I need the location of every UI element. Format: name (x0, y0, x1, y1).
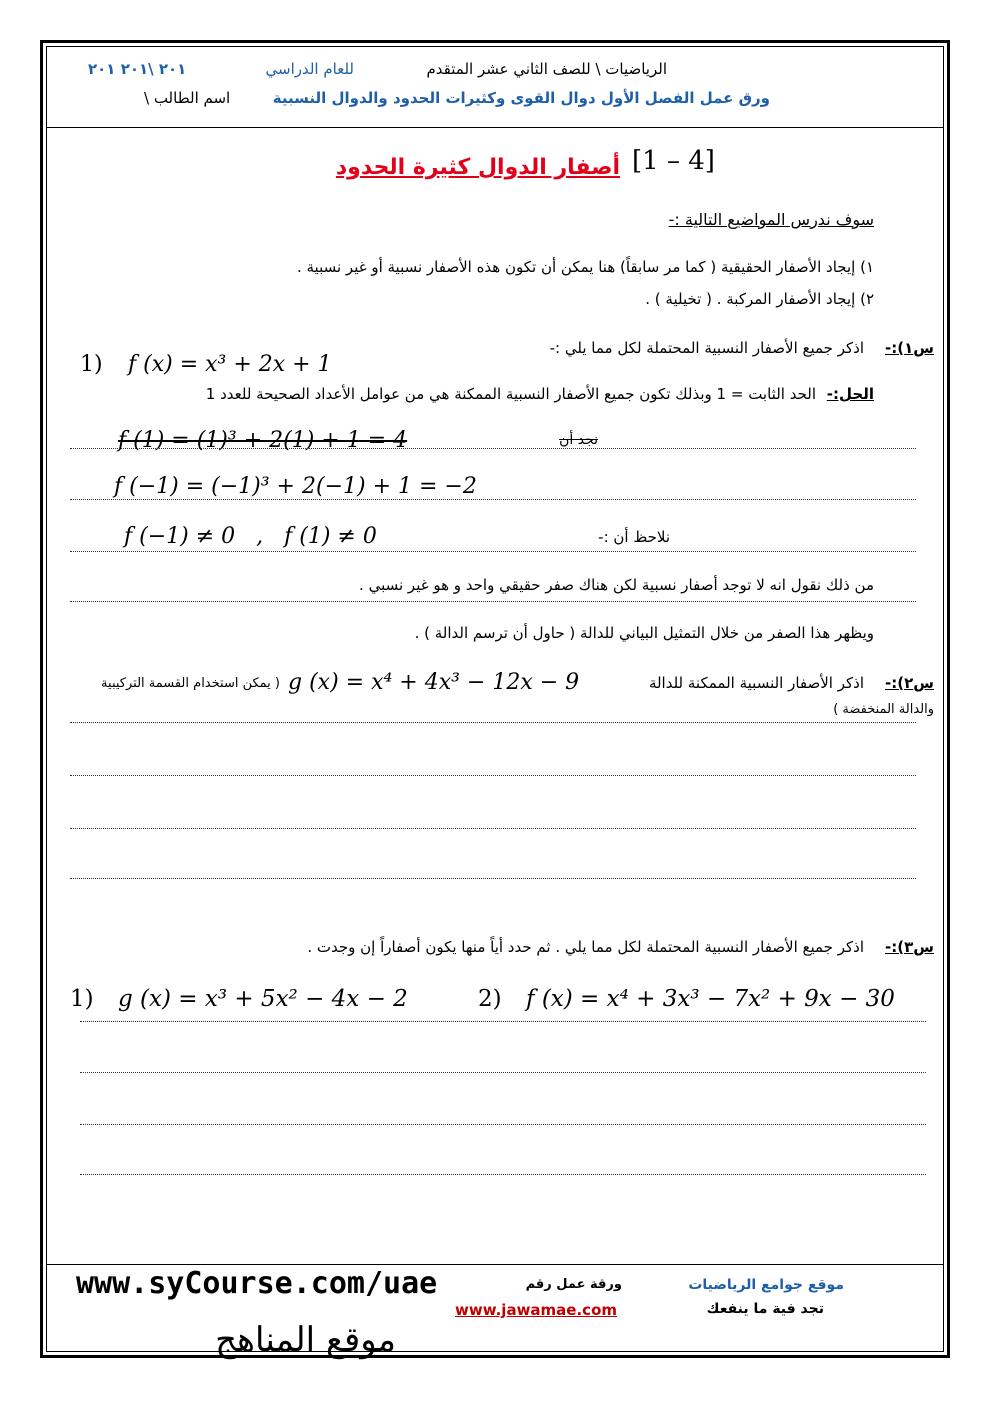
answer-line (80, 1021, 926, 1022)
lesson-number: [1 – 4] (632, 146, 715, 176)
header-year-label: للعام الدراسي (265, 60, 354, 78)
answer-line (70, 601, 916, 602)
footer-divider (46, 1264, 944, 1265)
q1-label: س١):- (885, 339, 934, 357)
intro-item-1: ١) إيجاد الأصفار الحقيقية ( كما مر سابقاً) هنا يمكن أن تكون هذه الأصفار نسبية أو غير نسبية . (296, 258, 874, 276)
header-year-value: ٢٠١ \٢٠١ ٢٠١ (88, 60, 187, 78)
student-name-label: اسم الطالب \ (144, 89, 231, 107)
answer-line (80, 1174, 926, 1175)
lesson-title: أصفار الدوال كثيرة الحدود (335, 155, 620, 180)
q1-note-label: نلاحظ أن :- (598, 528, 670, 546)
q3-item-1-number: 1) (70, 986, 94, 1012)
q2-hint-1: ( يمكن استخدام القسمة التركيبية (101, 676, 280, 691)
header-divider (46, 127, 944, 128)
watermark-arabic: موقع المناهج (215, 1320, 396, 1360)
header-subject: الرياضيات \ للصف الثاني عشر المتقدم (426, 60, 667, 78)
q1-eval-2: f (−1) = (−1)³ + 2(−1) + 1 = −2 (114, 474, 477, 499)
q3-label: س٣):- (885, 938, 934, 956)
footer-slogan: تجد فية ما ينفعك (706, 1301, 824, 1317)
watermark-url[interactable]: www.syCourse.com/uae (76, 1266, 438, 1301)
answer-line (80, 1072, 926, 1073)
intro-item-2: ٢) إيجاد الأصفار المركبة . ( تخيلية ) . (645, 290, 874, 308)
q1-find-label: نجد أن (559, 432, 598, 448)
q1-number: 1) (80, 352, 103, 377)
q1-note-math: f (−1) ≠ 0 , f (1) ≠ 0 (124, 524, 377, 549)
q2-text: اذكر الأصفار النسبية الممكنة للدالة (648, 674, 864, 692)
q1-graph-note: ويظهر هذا الصفر من خلال التمثيل البياني للدالة ( حاول أن ترسم الدالة ) . (414, 624, 874, 642)
answer-line (70, 499, 916, 500)
q1-conclusion: من ذلك نقول انه لا توجد أصفار نسبية لكن هناك صفر حقيقي واحد و هو غير نسبي . (359, 576, 874, 594)
answer-line (70, 448, 916, 449)
q2-hint-2: والدالة المنخفضة ) (833, 702, 934, 717)
q1-text: اذكر جميع الأصفار النسبية المحتملة لكل مما يلي :- (549, 339, 864, 357)
q1-solution-label: الحل:- (826, 385, 874, 403)
q3-item-2: f (x) = x⁴ + 3x³ − 7x² + 9x − 30 (526, 986, 895, 1012)
answer-line (70, 722, 916, 723)
q3-item-1: g (x) = x³ + 5x² − 4x − 2 (118, 986, 408, 1012)
answer-line (70, 828, 916, 829)
answer-line (80, 1124, 926, 1125)
q3-item-2-number: 2) (478, 986, 502, 1012)
answer-line (70, 878, 916, 879)
footer-sheet-label: ورقة عمل رقم (525, 1277, 622, 1292)
footer-url[interactable]: www.jawamae.com (455, 1301, 618, 1319)
page-inner-border (46, 46, 944, 1352)
intro-heading: سوف ندرس المواضيع التالية :- (668, 210, 874, 229)
footer-site-name: موقع جوامع الرياضيات (688, 1277, 844, 1293)
worksheet-title: ورق عمل الفصل الأول دوال القوى وكثيرات الحدود والدوال النسبية (272, 89, 770, 107)
q3-text: اذكر جميع الأصفار النسبية المحتملة لكل مما يلي . ثم حدد أياً منها يكون أصفاراً إن وجدت . (307, 938, 864, 956)
q2-function: g (x) = x⁴ + 4x³ − 12x − 9 (288, 670, 580, 695)
q2-label: س٢):- (885, 674, 934, 692)
answer-line (70, 775, 916, 776)
answer-line (70, 551, 916, 552)
q1-solution-text: الحد الثابت = 1 وبذلك تكون جميع الأصفار النسبية الممكنة هي من عوامل الأعداد الصحيحة للعدد 1 (205, 385, 816, 403)
q1-eval-1: f (1) = (1)³ + 2(1) + 1 = 4 (118, 428, 408, 453)
q1-function: f (x) = x³ + 2x + 1 (128, 352, 332, 377)
